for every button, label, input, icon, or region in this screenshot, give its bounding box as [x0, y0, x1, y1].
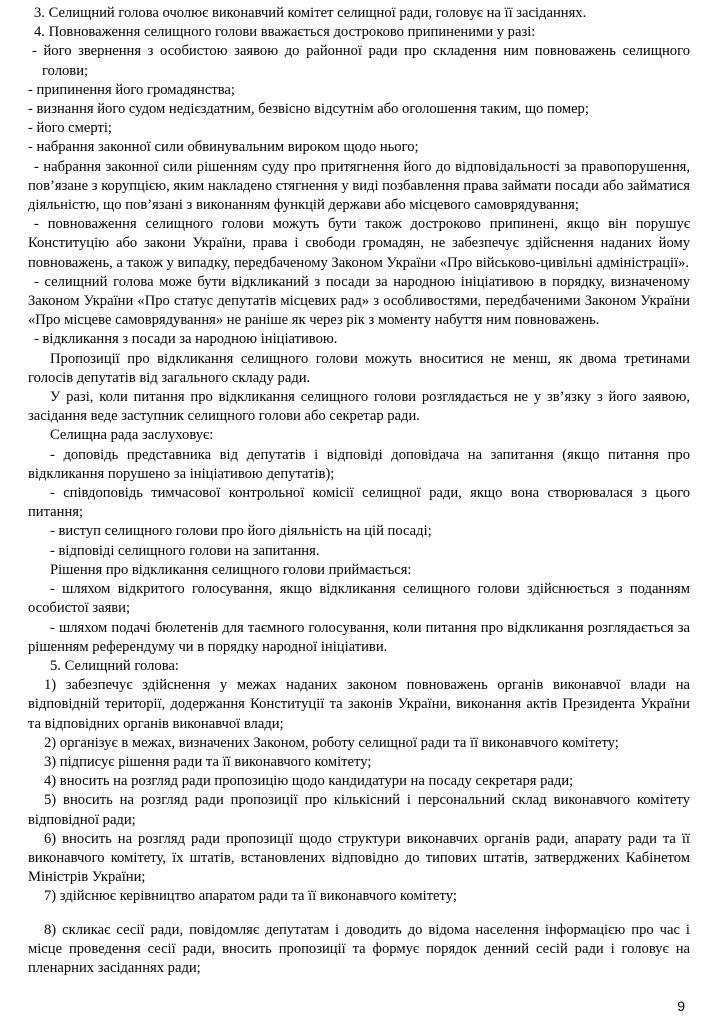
paragraph-3: 3. Селищний голова очолює виконавчий комітет селищної ради, головує на її засіданнях. — [34, 5, 587, 21]
numbered-item: 6) вносить на розгляд ради пропозиції щодо структури виконавчих органів ради, апарату ради та її виконавчого комітету, їх штатів, встановлених відповідно до типових штатів, затверджених Кабінетом Міністрів України; — [28, 830, 690, 886]
paragraph: Пропозиції про відкликання селищного голови можуть вноситися не менш, як двома третинами голосів депутатів від загального складу ради. — [28, 350, 690, 386]
document-page — [28, 4, 690, 978]
paragraph: У разі, коли питання про відкликання селищного голови розглядається не у зв’язку з його заявою, засідання веде заступник селищного голови або секретар ради. — [28, 389, 690, 425]
list-item: - припинення його громадянства; — [28, 81, 235, 98]
page-number: 9 — [677, 998, 685, 1014]
numbered-item: 1) забезпечує здійснення у межах наданих законом повноважень органів виконавчої влади на відповідній території, додержання Конституції та законів України, виконання актів Президента України та відповідних органів виконавчої влади; — [28, 677, 690, 732]
paragraph-4: 4. Повноваження селищного голови вважається достроково припиненими у разі: — [34, 24, 536, 41]
list-item: - шляхом відкритого голосування, якщо відкликання селищного голови здійснюється з поданням особистої заяви; — [28, 581, 690, 617]
numbered-item: 4) вносить на розгляд ради пропозицію щодо кандидатури на посаду секретаря ради; — [44, 773, 574, 790]
numbered-item: 7) здійснює керівництво апаратом ради та її виконавчого комітету; — [44, 888, 457, 905]
list-item: - набрання законної сили обвинувальним вироком щодо нього; — [28, 139, 419, 156]
list-item: - набрання законної сили рішенням суду про притягнення його до відповідальності за правопорушення, пов’язане з корупцією, яким накладено стягнення у виді позбавлення права займати посади або займатися діяльністю, що пов’язані з виконанням функцій держави або місцевого самоврядування; — [28, 158, 690, 214]
paragraph: Селищна рада заслуховує: — [50, 427, 214, 444]
list-item: - повноваження селищного голови можуть бути також достроково припинені, якщо він порушує Конституцію або закони України, права і свободи громадян, не забезпечує здійснення наданих йому повноважень, а також у випадку, передбаченому Законом України «Про військово-цивільні адміністрації». — [28, 216, 690, 271]
list-item: - відкликання з посади за народною ініціативою. — [34, 331, 338, 348]
list-item: - співдоповідь тимчасової контрольної комісії селищної ради, якщо вона створювалася з цього питання; — [28, 485, 690, 521]
list-item: - визнання його судом недієздатним, безвісно відсутнім або оголошення таким, що помер; — [28, 101, 589, 118]
list-item: - селищний голова може бути відкликаний з посади за народною ініціативою в порядку, визначеному Законом України «Про статус депутатів місцевих рад» з особливостями, передбаченими Законом України «Про місцеве самоврядування» не раніше як через рік з моменту набуття ним повноважень. — [28, 273, 690, 329]
numbered-item: 3) підписує рішення ради та її виконавчого комітету; — [44, 753, 372, 770]
paragraph-5: 5. Селищний голова: — [50, 657, 179, 674]
list-item: - шляхом подачі бюлетенів для таємного голосування, коли питання про відкликання розглядається за рішенням референдуму чи в порядку народної ініціативи. — [28, 619, 690, 655]
list-item: - його звернення з особистою заявою до районної ради про складення ним повноважень селищного голови; — [32, 43, 690, 79]
paragraph: Рішення про відкликання селищного голови приймається: — [50, 561, 412, 578]
numbered-item: 8) скликає сесії ради, повідомляє депутатам і доводить до відома населення інформацією про час і місце проведення сесії ради, вносить пропозиції та формує порядок денний сесій ради і головує на пленарних засіданнях ради; — [28, 921, 690, 976]
list-item: - виступ селищного голови про його діяльність на цій посаді; — [50, 523, 432, 540]
list-item: - доповідь представника від депутатів і відповіді доповідача на запитання (якщо питання про відкликання порушено за ініціативою депутатів); — [28, 446, 690, 482]
list-item: - відповіді селищного голови на запитання. — [50, 542, 320, 559]
list-item: - його смерті; — [28, 120, 112, 137]
numbered-item: 5) вносить на розгляд ради пропозиції про кількісний і персональний склад виконавчого комітету відповідної ради; — [28, 792, 690, 828]
numbered-item: 2) організує в межах, визначених Законом, роботу селищної ради та її виконавчого комітету; — [44, 734, 619, 751]
